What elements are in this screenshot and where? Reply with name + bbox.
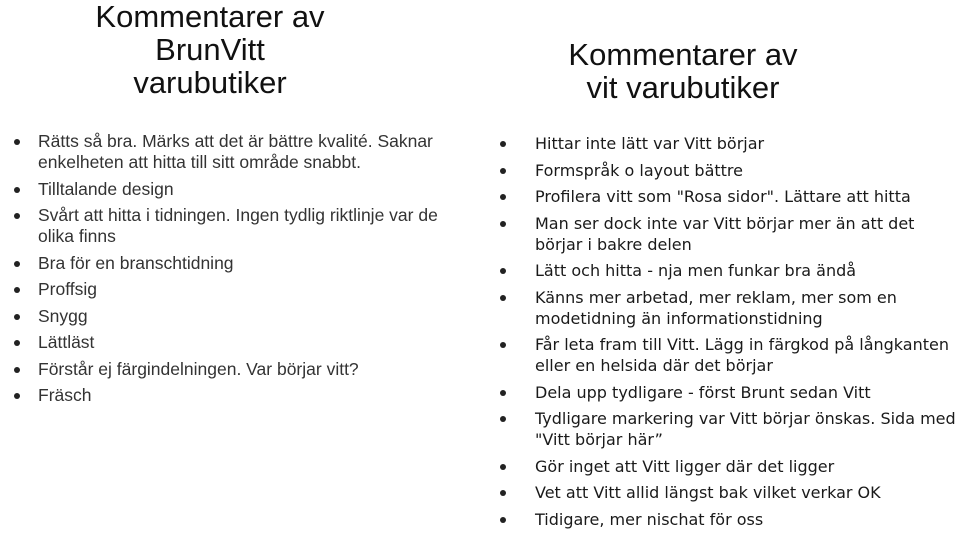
right-title-line: vit varubutiker <box>586 70 780 105</box>
list-item <box>492 260 958 281</box>
bullet-icon <box>500 194 506 200</box>
list-item-text: Gör inget att Vitt ligger där det ligger <box>535 456 835 476</box>
bullet-icon <box>500 295 506 301</box>
bullet-icon <box>500 342 506 348</box>
list-item-text: Snygg <box>38 305 88 326</box>
right-title-line: Kommentarer av <box>568 37 798 72</box>
list-item-text: Tilltalande design <box>38 178 174 199</box>
bullet-icon <box>14 187 20 193</box>
list-item-text: Man ser dock inte var Vitt börjar mer än att det börjar i bakre delen <box>535 213 915 254</box>
list-item <box>14 385 466 406</box>
list-item-text: Svårt att hitta i tidningen. Ingen tydlig riktlinje var de olika finns <box>38 205 438 246</box>
list-item-text: Känns mer arbetad, mer reklam, mer som en modetidning än informationstidning <box>535 287 897 328</box>
right-title <box>526 38 840 104</box>
list-item <box>14 306 466 327</box>
list-item-text: Tydligare markering var Vitt börjar önskas. Sida med "Vitt börjar här” <box>535 409 956 449</box>
list-item-text: Fräsch <box>38 385 92 405</box>
list-item-text: Proffsig <box>38 279 98 299</box>
list-item <box>492 160 958 181</box>
left-title-line: BrunVitt <box>155 32 265 67</box>
list-item <box>14 359 466 380</box>
bullet-icon <box>500 517 506 523</box>
bullet-icon <box>500 168 506 174</box>
list-item-text: Lättläst <box>38 332 95 352</box>
bullet-icon <box>500 221 506 227</box>
list-item <box>14 205 466 247</box>
right-comment-list <box>492 133 958 535</box>
bullet-icon <box>500 141 506 147</box>
list-item <box>492 133 958 154</box>
list-item <box>492 287 958 329</box>
list-item-text: Lätt och hitta - nja men funkar bra ändå <box>535 261 857 280</box>
list-item-text: Dela upp tydligare - först Brunt sedan Vitt <box>535 382 871 402</box>
bullet-icon <box>14 393 20 399</box>
bullet-icon <box>500 464 506 470</box>
bullet-icon <box>500 268 506 274</box>
list-item <box>492 482 958 503</box>
bullet-icon <box>14 261 20 267</box>
bullet-icon <box>14 139 20 145</box>
list-item <box>14 131 466 173</box>
left-comment-list <box>14 131 466 412</box>
list-item <box>492 186 958 207</box>
bullet-icon <box>14 213 20 219</box>
list-item <box>492 408 958 450</box>
bullet-icon <box>500 416 506 422</box>
list-item <box>14 253 466 274</box>
list-item <box>492 456 958 477</box>
list-item-text: Tidigare, mer nischat för oss <box>535 509 764 529</box>
bullet-icon <box>14 287 20 293</box>
left-title <box>60 0 360 99</box>
left-title-line: varubutiker <box>133 65 287 100</box>
bullet-icon <box>500 490 506 496</box>
list-item-text: Profilera vitt som "Rosa sidor". Lättare att hitta <box>535 187 911 206</box>
list-item <box>14 179 466 200</box>
bullet-icon <box>14 367 20 373</box>
left-title-line: Kommentarer av <box>95 0 325 34</box>
list-item <box>492 213 958 255</box>
list-item <box>492 509 958 530</box>
list-item <box>14 332 466 353</box>
list-item-text: Hittar inte lätt var Vitt börjar <box>535 134 765 153</box>
list-item <box>14 279 466 300</box>
bullet-icon <box>14 314 20 320</box>
list-item <box>492 382 958 403</box>
list-item-text: Förstår ej färgindelningen. Var börjar vitt? <box>38 358 359 379</box>
list-item-text: Vet att Vitt allid längst bak vilket verkar OK <box>535 483 881 502</box>
list-item-text: Bra för en branschtidning <box>38 252 234 273</box>
bullet-icon <box>14 340 20 346</box>
list-item-text: Får leta fram till Vitt. Lägg in färgkod på långkanten eller en helsida där det börjar <box>535 335 949 375</box>
list-item-text: Formspråk o layout bättre <box>535 160 743 180</box>
bullet-icon <box>500 390 506 396</box>
list-item <box>492 334 958 376</box>
list-item-text: Rätts så bra. Märks att det är bättre kvalité. Saknar enkelheten att hitta till sitt område snabbt. <box>38 131 433 172</box>
